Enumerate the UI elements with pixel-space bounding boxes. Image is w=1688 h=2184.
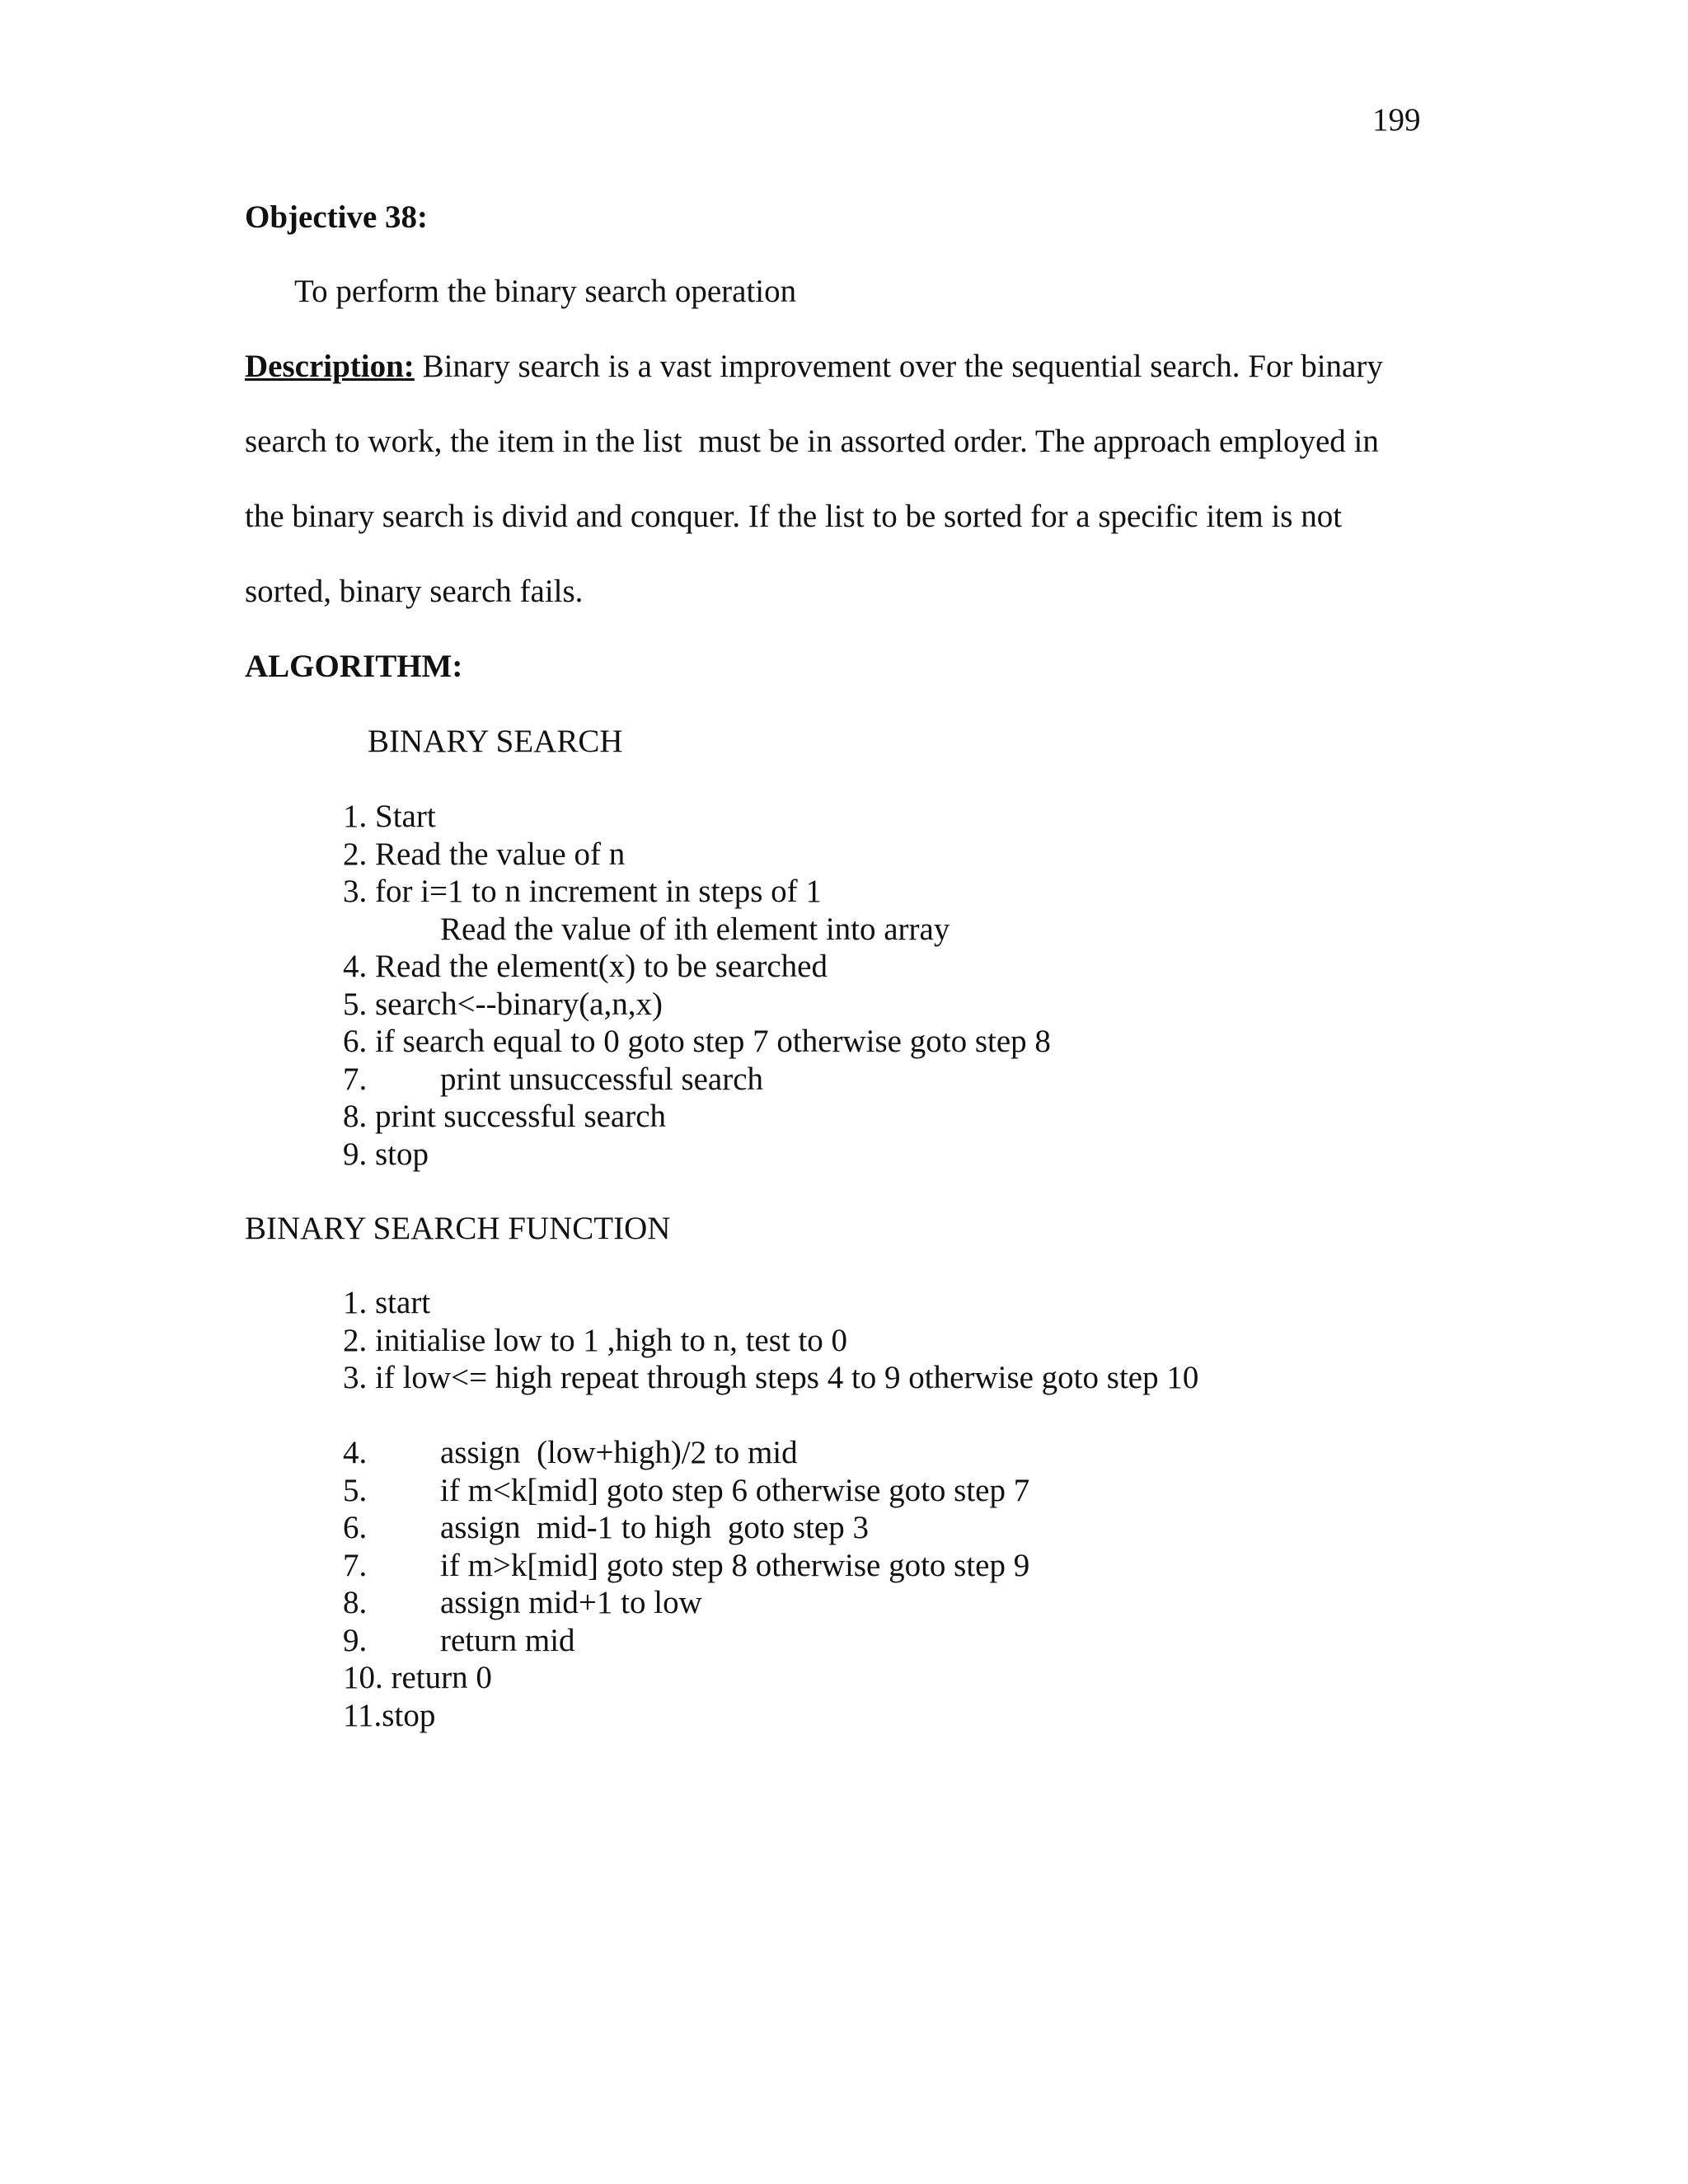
function-step: 11.stop (343, 1698, 436, 1733)
description-line-2: search to work, the item in the list must be in assorted order. The approach employed in (245, 424, 1379, 459)
algorithm-step: 6. if search equal to 0 goto step 7 otherwise goto step 8 (343, 1024, 1051, 1059)
function-step-text: if m>k[mid] goto step 8 otherwise goto step 9 (440, 1548, 1030, 1583)
algorithm-step: 1. Start (343, 799, 436, 834)
function-step-text: assign mid+1 to low (440, 1585, 702, 1620)
function-heading: BINARY SEARCH FUNCTION (245, 1211, 671, 1246)
description-label: Description: (245, 349, 415, 384)
function-step-text: assign mid-1 to high goto step 3 (440, 1510, 869, 1545)
algorithm-step-detail: Read the value of ith element into array (440, 912, 950, 947)
function-step-number: 7. (343, 1548, 368, 1583)
algorithm-step-detail: print unsuccessful search (440, 1062, 764, 1097)
algorithm-step: 4. Read the element(x) to be searched (343, 949, 828, 984)
function-step: 3. if low<= high repeat through steps 4 to 9 otherwise goto step 10 (343, 1360, 1199, 1395)
algorithm-step-number: 7. (343, 1062, 368, 1097)
function-step-text: if m<k[mid] goto step 6 otherwise goto step 7 (440, 1473, 1030, 1508)
function-step-number: 8. (343, 1585, 368, 1620)
function-step-text: return mid (440, 1623, 575, 1658)
page-number: 199 (1372, 102, 1421, 138)
algorithm-step: 8. print successful search (343, 1099, 667, 1134)
function-step-number: 9. (343, 1623, 368, 1658)
algorithm-step: 9. stop (343, 1137, 429, 1172)
algorithm-step: 3. for i=1 to n increment in steps of 1 (343, 874, 822, 909)
description-line-4: sorted, binary search fails. (245, 574, 584, 609)
algorithm-heading: ALGORITHM: (245, 649, 463, 684)
algorithm-step: 2. Read the value of n (343, 837, 626, 872)
function-step: 1. start (343, 1285, 431, 1320)
description-line-1 (245, 350, 1383, 382)
description-line-3: the binary search is divid and conquer. If the list to be sorted for a specific item is not (245, 499, 1343, 534)
objective-text: To perform the binary search operation (294, 274, 797, 309)
function-step-number: 5. (343, 1473, 368, 1508)
objective-heading: Objective 38: (245, 199, 429, 235)
function-step: 2. initialise low to 1 ,high to n, test to 0 (343, 1323, 848, 1358)
algorithm-subheading: BINARY SEARCH (368, 724, 623, 759)
function-step-number: 6. (343, 1510, 368, 1545)
function-step: 10. return 0 (343, 1660, 492, 1695)
description-text-1: Binary search is a vast improvement over the sequential search. For binary (414, 349, 1383, 384)
function-step-text: assign (low+high)/2 to mid (440, 1435, 798, 1470)
function-step-number: 4. (343, 1435, 368, 1470)
algorithm-step: 5. search<--binary(a,n,x) (343, 987, 663, 1022)
